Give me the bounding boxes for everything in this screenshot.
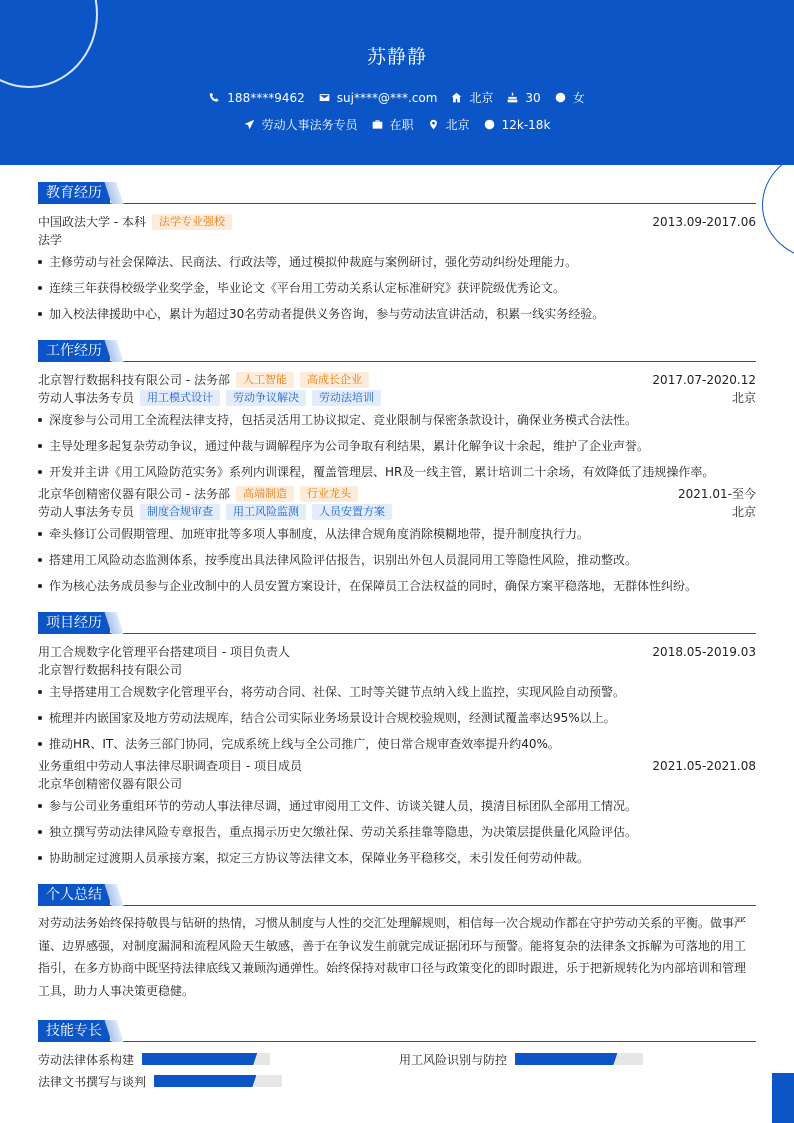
role-tag: 劳动法培训 <box>312 390 381 406</box>
company-line: 北京智行数据科技有限公司 - 法务部 <box>38 373 230 387</box>
project-company: 北京智行数据科技有限公司 <box>38 663 183 677</box>
skill-item <box>38 1050 270 1068</box>
briefcase-icon <box>372 119 383 130</box>
list-item: 梳理并内嵌国家及地方劳动法规库，结合公司实际业务场景设计合规校验规则，经测试覆盖率达95%以上。 <box>38 709 756 727</box>
contact-row <box>0 89 794 106</box>
education-date: 2013.09-2017.06 <box>652 215 756 229</box>
list-item: 独立撰写劳动法律风险专章报告，重点揭示历史欠缴社保、劳动关系挂靠等隐患，为决策层提供量化风险评估。 <box>38 823 756 841</box>
project-name: 业务重组中劳动人事法律尽职调查项目 - 项目成员 <box>38 759 302 773</box>
list-item: 开发并主讲《用工风险防范实务》系列内训课程，覆盖管理层、HR及一线主管，累计培训二十余场，有效降低了违规操作率。 <box>38 463 756 481</box>
cake-icon <box>507 92 518 103</box>
skills-section <box>38 1020 756 1110</box>
project-name: 用工合规数字化管理平台搭建项目 - 项目负责人 <box>38 645 290 659</box>
section-title-label: 技能专长 <box>38 1020 110 1042</box>
list-item: 作为核心法务成员参与企业改制中的人员安置方案设计，在保障员工合法权益的同时，确保方案平稳落地，无群体性纠纷。 <box>38 577 756 595</box>
project-date: 2018.05-2019.03 <box>652 645 756 659</box>
job-role: 劳动人事法务专员 <box>38 391 135 405</box>
salary-item <box>484 118 551 132</box>
role-tag: 用工模式设计 <box>140 390 220 406</box>
location-icon <box>428 119 439 130</box>
role-tag: 制度合规审查 <box>140 504 220 520</box>
role-tag: 用工风险监测 <box>226 504 306 520</box>
decorative-corner-block <box>772 1073 794 1123</box>
skill-bar <box>154 1075 282 1087</box>
list-item: 推动HR、IT、法务三部门协同，完成系统上线与全公司推广，使日常合规审查效率提升约40%。 <box>38 735 756 753</box>
school-line: 中国政法大学 - 本科 <box>38 215 146 229</box>
section-title-label: 工作经历 <box>38 340 110 362</box>
phone-icon <box>209 92 220 103</box>
job-header-row <box>38 371 756 389</box>
send-icon <box>244 119 255 130</box>
section-title-label: 项目经历 <box>38 612 110 634</box>
money-icon <box>484 119 495 130</box>
gender-text: 女 <box>572 91 585 105</box>
section-title <box>38 340 756 362</box>
job-role-row <box>38 503 756 521</box>
project-entry <box>38 757 756 867</box>
summary-line: 工具，助力人事决策更稳健。 <box>38 983 195 998</box>
job-date: 2021.01-至今 <box>678 487 756 501</box>
list-item: 加入校法律援助中心，累计为超过30名劳动者提供义务咨询，参与劳动法宣讲活动，积累一线实务经验。 <box>38 305 756 323</box>
list-item: 主修劳动与社会保障法、民商法、行政法等，通过模拟仲裁庭与案例研讨，强化劳动纠纷处理能力。 <box>38 253 756 271</box>
project-company-row <box>38 661 756 679</box>
job-entry <box>38 371 756 481</box>
job-date: 2017.07-2020.12 <box>652 373 756 387</box>
section-title <box>38 612 756 634</box>
status-text: 在职 <box>389 118 414 132</box>
phone-text: 188****9462 <box>227 90 305 105</box>
role-tag: 人员安置方案 <box>312 504 392 520</box>
list-item: 参与公司业务重组环节的劳动人事法律尽调，通过审阅用工文件、访谈关键人员，摸清目标团队全部用工情况。 <box>38 797 756 815</box>
project-company: 北京华创精密仪器有限公司 <box>38 777 183 791</box>
list-item: 牵头修订公司假期管理、加班审批等多项人事制度，从法律合规角度消除模糊地带，提升制度执行力。 <box>38 525 756 543</box>
email-item <box>319 91 438 105</box>
section-title <box>38 884 756 906</box>
role-tag: 劳动争议解决 <box>226 390 306 406</box>
list-item: 主导处理多起复杂劳动争议，通过仲裁与调解程序为公司争取有利结果，累计化解争议十余起，维护了企业声誉。 <box>38 437 756 455</box>
skill-name: 法律文书撰写与谈判 <box>38 1074 147 1089</box>
section-title-label: 个人总结 <box>38 884 110 906</box>
project-date: 2021.05-2021.08 <box>652 759 756 773</box>
age-item <box>507 91 540 105</box>
company-tag: 高端制造 <box>236 486 294 502</box>
target-city-text: 北京 <box>445 118 470 132</box>
work-section <box>38 340 756 595</box>
phone-item <box>209 91 304 105</box>
mail-icon <box>319 92 330 103</box>
summary-line: 谨、边界感强，对制度漏洞和流程风险天生敏感，善于在争议发生前就完成证据闭环与预警。能将复杂的法律条文拆解为可落地的用工 <box>38 938 747 953</box>
list-item: 协助制定过渡期人员承接方案，拟定三方协议等法律文本，保障业务平稳移交，未引发任何劳动仲裁。 <box>38 849 756 867</box>
skill-item <box>38 1072 282 1090</box>
company-tag: 行业龙头 <box>300 486 358 502</box>
list-item: 连续三年获得校级学业奖学金，毕业论文《平台用工劳动关系认定标准研究》获评院级优秀论文。 <box>38 279 756 297</box>
job-header-row <box>38 485 756 503</box>
school-tag: 法学专业强校 <box>152 214 232 230</box>
city-text: 北京 <box>469 91 494 105</box>
age-text: 30 <box>525 90 541 105</box>
company-line: 北京华创精密仪器有限公司 - 法务部 <box>38 487 230 501</box>
city-item <box>451 89 493 106</box>
resume-header <box>0 0 794 165</box>
projects-section <box>38 612 756 867</box>
gender-icon <box>555 92 566 103</box>
summary-text <box>38 912 756 1002</box>
salary-text: 12k-18k <box>501 117 551 132</box>
project-entry <box>38 643 756 753</box>
section-title <box>38 182 756 204</box>
section-title <box>38 1020 756 1042</box>
skill-name: 劳动法律体系构建 <box>38 1052 135 1067</box>
summary-line: 对劳动法务始终保持敬畏与钻研的热情，习惯从制度与人性的交汇处理解规则，相信每一次合规动作都在守护劳动关系的平衡。做事严 <box>38 916 747 930</box>
gender-item <box>555 89 585 106</box>
skills-list <box>38 1050 756 1110</box>
skill-name: 用工风险识别与防控 <box>399 1052 508 1067</box>
company-tag: 高成长企业 <box>300 372 369 388</box>
major-text: 法学 <box>38 233 63 247</box>
skill-bar-fill <box>154 1075 256 1087</box>
decorative-arc <box>762 150 794 260</box>
skill-item <box>399 1050 643 1068</box>
list-item: 深度参与公司用工全流程法律支持，包括灵活用工协议拟定、竞业限制与保密条款设计，确保业务模式合法性。 <box>38 411 756 429</box>
job-location: 北京 <box>731 391 756 405</box>
job-entry <box>38 485 756 595</box>
home-icon <box>451 92 462 103</box>
skill-bar <box>142 1053 270 1065</box>
education-header-row <box>38 213 756 231</box>
skill-bar-fill <box>515 1053 617 1065</box>
company-tag: 人工智能 <box>236 372 294 388</box>
job-role: 劳动人事法务专员 <box>38 505 135 519</box>
major-row <box>38 231 756 249</box>
section-title-label: 教育经历 <box>38 182 110 204</box>
project-company-row <box>38 775 756 793</box>
target-city-item <box>428 116 470 133</box>
project-header-row <box>38 643 756 661</box>
education-section <box>38 182 756 323</box>
summary-line: 指引，在多方协商中既坚持法律底线又兼顾沟通弹性。始终保持对裁审口径与政策变化的即时跟进，乐于把新规转化为内部培训和管理 <box>38 961 747 975</box>
status-item <box>372 116 414 133</box>
email-text: suj****@***.com <box>336 90 438 105</box>
job-role-row <box>38 389 756 407</box>
candidate-name: 苏静静 <box>366 46 427 68</box>
list-item: 主导搭建用工合规数字化管理平台，将劳动合同、社保、工时等关键节点纳入线上监控，实现风险自动预警。 <box>38 683 756 701</box>
target-role-item <box>244 116 358 133</box>
skill-bar <box>515 1053 643 1065</box>
project-header-row <box>38 757 756 775</box>
target-role-text: 劳动人事法务专员 <box>261 118 358 132</box>
job-location: 北京 <box>731 505 756 519</box>
summary-section <box>38 884 756 1002</box>
list-item: 搭建用工风险动态监测体系，按季度出具法律风险评估报告，识别出外包人员混同用工等隐性风险，推动整改。 <box>38 551 756 569</box>
skill-bar-fill <box>142 1053 257 1065</box>
job-intent-row <box>0 116 794 133</box>
